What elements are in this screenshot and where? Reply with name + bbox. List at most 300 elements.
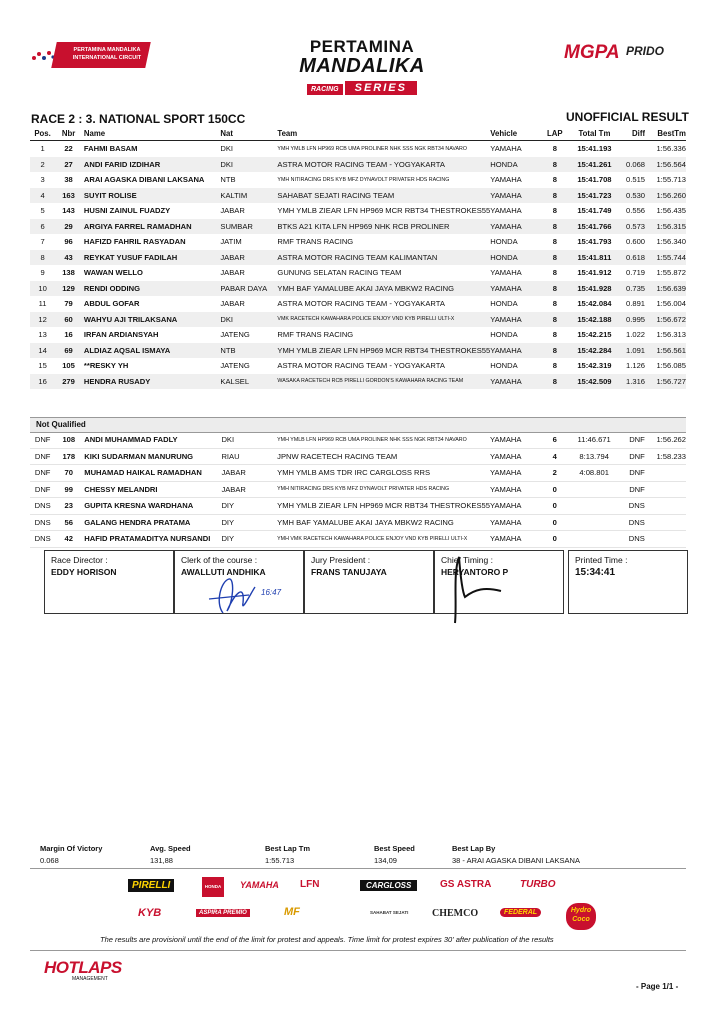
table-row	[30, 358, 686, 374]
cell-nat: KALTIM	[220, 190, 248, 200]
cell-best: 1:56.260	[656, 190, 686, 200]
page-number: - Page 1/1 -	[636, 982, 679, 991]
cell-nat: JABAR	[221, 484, 246, 494]
not-qualified-label: Not Qualified	[36, 420, 86, 429]
cell-nbr: 96	[64, 237, 73, 247]
disclaimer-divider	[30, 950, 686, 951]
cell-diff: DNF	[629, 451, 645, 461]
cell-nbr: 163	[62, 190, 75, 200]
table-row	[30, 374, 686, 390]
cell-diff: DNS	[628, 517, 645, 527]
cell-vehicle: YAMAHA	[490, 268, 522, 278]
cell-lap: 0	[552, 534, 557, 544]
cell-vehicle: YAMAHA	[489, 534, 522, 544]
cell-best	[645, 531, 686, 548]
cell-name: CHESSY MELANDRI	[84, 484, 158, 494]
cell-nat: JATIM	[220, 237, 242, 247]
cell-pos: 9	[40, 268, 45, 278]
col-nat: Nat	[220, 128, 233, 138]
sponsor-pirelli: PIRELLI	[128, 879, 174, 892]
cell-name: HUSNI ZAINUL FUADZY	[83, 206, 171, 216]
cell-nbr: 29	[64, 221, 73, 231]
table-row	[30, 498, 686, 515]
cell-nat: DKI	[220, 314, 234, 324]
cell-best: 1:58.233	[656, 451, 686, 461]
sponsor-chemco: CHEMCO	[432, 908, 479, 919]
logo-line1: PERTAMINA	[309, 37, 415, 56]
cell-name: ANDI MUHAMMAD FADLY	[84, 435, 178, 445]
cell-best: 1:56.564	[656, 159, 686, 169]
cell-lap: 8	[552, 159, 557, 169]
cell-vehicle: YAMAHA	[490, 376, 522, 386]
cell-nbr: 99	[64, 484, 73, 494]
cell-pos: 11	[38, 299, 47, 309]
sponsor-cargloss: CARGLOSS	[360, 880, 417, 891]
cell-total: 15:41.766	[577, 221, 612, 231]
cell-pos: 2	[40, 159, 45, 169]
cell-nat: JABAR	[221, 468, 246, 478]
best-lap-time: Best Lap Tm 1:55.713	[265, 844, 311, 865]
cell-team: YMH VMK RACETECH KAWAHARA POLICE ENJOY VND KYB PIRELLI ULTI-X	[277, 535, 468, 542]
cell-diff: DNF	[629, 468, 645, 478]
table-row	[30, 234, 686, 250]
prido-logo: PRIDO	[626, 44, 665, 58]
cell-nat: DKI	[220, 144, 234, 154]
cell-vehicle: HONDA	[490, 330, 518, 340]
cell-name: ABDUL GOFAR	[83, 299, 140, 309]
cell-nat: DIY	[221, 501, 235, 511]
table-row	[30, 265, 686, 281]
cell-pos: 5	[40, 206, 45, 216]
col-total: Total Tm	[578, 128, 611, 138]
best-speed: Best Speed 134,09	[374, 844, 415, 865]
cell-nat: KALSEL	[220, 376, 250, 386]
cell-total: 15:41.708	[577, 175, 612, 185]
cell-team: VMK RACETECH KAWAHARA POLICE ENJOY VND KYB PIRELLI ULTI-X	[277, 316, 455, 323]
jury-president-box	[304, 550, 434, 614]
cell-diff: 0.719	[626, 268, 646, 278]
cell-best: 1:55.744	[656, 252, 686, 262]
cell-pos: 15	[38, 361, 47, 371]
cell-total: 15:42.084	[577, 299, 612, 309]
cell-lap: 8	[552, 206, 557, 216]
cell-pos: DNF	[34, 435, 51, 445]
margin-of-victory: Margin Of Victory 0.068	[40, 844, 103, 865]
clerk-name: AWALLUTI ANDHIKA	[181, 567, 266, 577]
col-vehicle: Vehicle	[490, 128, 518, 138]
cell-best: 1:56.672	[656, 314, 686, 324]
cell-total: 15:42.319	[577, 361, 612, 371]
cell-team: YMH BAF YAMALUBE AKAI JAYA MBKW2 RACING	[277, 517, 454, 527]
cell-diff: 1.091	[626, 345, 646, 355]
cell-best: 1:56.727	[656, 376, 686, 386]
cell-diff: 1.316	[626, 376, 646, 386]
cell-diff: 0.618	[626, 252, 646, 262]
cell-nat: JATENG	[220, 361, 250, 371]
cell-lap: 8	[552, 299, 557, 309]
cell-vehicle: YAMAHA	[490, 190, 522, 200]
cell-diff: DNF	[629, 435, 645, 445]
cell-nbr: 108	[62, 435, 76, 445]
cell-vehicle: YAMAHA	[490, 314, 522, 324]
cell-lap: 8	[552, 361, 557, 371]
cell-name: GALANG HENDRA PRATAMA	[84, 517, 191, 527]
cell-lap: 8	[552, 237, 557, 247]
cell-lap: 8	[552, 252, 557, 262]
cell-name: ARGIYA FARREL RAMADHAN	[83, 221, 192, 231]
cell-lap: 8	[552, 144, 557, 154]
cell-best	[645, 498, 686, 515]
cell-name: MUHAMAD HAIKAL RAMADHAN	[84, 468, 202, 478]
table-row	[30, 327, 686, 343]
cell-nat: JABAR	[220, 206, 245, 216]
cell-lap: 0	[552, 517, 557, 527]
cell-vehicle: YAMAHA	[489, 501, 522, 511]
cell-name: FAHMI BASAM	[83, 144, 138, 154]
col-nbr: Nbr	[61, 128, 76, 138]
table-row	[30, 432, 686, 448]
cell-pos: 12	[38, 314, 47, 324]
chief-timing-name: HERYANTORO P	[441, 567, 509, 577]
cell-diff: 0.530	[626, 190, 646, 200]
cell-diff: 0.515	[626, 175, 646, 185]
disclaimer-text: The results are provisionil until the end of the limit for protest and appeals. Time limit for protest expires 30' after publication of the results	[100, 935, 554, 944]
left-logo-text: PERTAMINA MANDALIKA INTERNATIONAL CIRCUIT	[72, 47, 142, 61]
table-row	[30, 465, 686, 482]
cell-lap: 8	[552, 376, 557, 386]
sponsor-federal: FEDERAL	[500, 908, 541, 917]
cell-pos: 1	[40, 144, 45, 154]
cell-diff: 0.735	[626, 283, 646, 293]
cell-nat: SUMBAR	[220, 221, 253, 231]
cell-best: 1:56.561	[656, 345, 686, 355]
cell-total	[569, 498, 620, 515]
cell-nbr: 16	[64, 330, 73, 340]
cell-nbr: 22	[64, 144, 73, 154]
chief-timing-label: Chief Timing :	[441, 555, 493, 565]
cell-pos: 3	[40, 175, 45, 185]
cell-vehicle: YAMAHA	[490, 283, 522, 293]
cell-nbr: 178	[62, 451, 76, 461]
cell-nbr: 38	[64, 175, 73, 185]
cell-lap: 0	[552, 501, 557, 511]
cell-best: 1:56.262	[656, 435, 686, 445]
cell-pos: 4	[40, 190, 45, 200]
not-qualified-table	[30, 432, 686, 548]
cell-total: 15:42.284	[577, 345, 612, 355]
cell-pos: 13	[38, 330, 47, 340]
cell-name: SUYIT ROLISE	[83, 190, 137, 200]
cell-nat: DIY	[221, 534, 235, 544]
sponsor-hydro-coco: Hydro Coco	[566, 903, 596, 930]
race-director-label: Race Director :	[51, 555, 108, 565]
cell-nat: PABAR DAYA	[220, 283, 268, 293]
cell-team: YMH YMLB LFN HP969 RCB UMA PROLINER NHK SSS NGK RBT34 NAVARO	[277, 145, 467, 152]
cell-nbr: 70	[64, 468, 73, 478]
cell-nbr: 69	[64, 345, 73, 355]
cell-total: 15:42.509	[577, 376, 612, 386]
cell-nbr: 143	[62, 206, 75, 216]
col-best: BestTm	[657, 128, 686, 138]
table-row	[30, 531, 686, 548]
cell-nbr: 23	[64, 501, 73, 511]
cell-team: WASAKA RACETECH RCB PIRELLI GORDON'S KAWAHARA RACING TEAM	[277, 378, 464, 385]
cell-name: ARAI AGASKA DIBANI LAKSANA	[83, 175, 205, 185]
best-lap-by: Best Lap By 38 - ARAI AGASKA DIBANI LAKSANA	[452, 844, 580, 865]
results-header-row	[30, 126, 686, 141]
table-row	[30, 219, 686, 235]
result-status: UNOFFICIAL RESULT	[566, 110, 689, 124]
cell-total: 15:42.188	[577, 314, 612, 324]
cell-total: 15:41.928	[577, 283, 612, 293]
cell-vehicle: YAMAHA	[490, 206, 522, 216]
cell-best: 1:56.313	[656, 330, 686, 340]
cell-team: YMH YMLB LFN HP969 RCB UMA PROLINER NHK SSS NGK RBT34 NAVARO	[277, 436, 467, 443]
sponsor-gs-astra: GS ASTRA	[440, 879, 492, 890]
cell-lap: 8	[552, 268, 557, 278]
table-row	[30, 296, 686, 312]
race-director-name: EDDY HORISON	[51, 567, 117, 577]
sponsor-yamaha: YAMAHA	[240, 880, 279, 890]
cell-total	[569, 531, 620, 548]
printed-time-value: 15:34:41	[575, 567, 616, 578]
cell-pos: 10	[38, 283, 47, 293]
cell-total: 15:41.811	[577, 252, 612, 262]
cell-nat: JABAR	[220, 268, 245, 278]
logo-racing: RACING	[307, 84, 343, 95]
cell-diff: 0.891	[626, 299, 646, 309]
cell-diff: DNS	[628, 501, 645, 511]
cell-team: ASTRA MOTOR RACING TEAM KALIMANTAN	[277, 252, 438, 262]
table-row	[30, 343, 686, 359]
cell-name: ALDIAZ AQSAL ISMAYA	[83, 345, 171, 355]
cell-pos: 14	[38, 345, 47, 355]
cell-pos: 6	[40, 221, 45, 231]
pertamina-mandalika-series-logo	[262, 38, 462, 96]
cell-team: RMF TRANS RACING	[277, 330, 354, 340]
cell-team: YMH BAF YAMALUBE AKAI JAYA MBKW2 RACING	[277, 283, 455, 293]
cell-diff	[620, 141, 645, 157]
cell-team: YMH YMLB ZIEAR LFN HP969 MCR RBT34 THESTROKES55	[277, 206, 491, 216]
sponsor-honda: HONDA	[202, 877, 224, 897]
cell-total: 11:46.671	[577, 435, 611, 445]
sponsor-aspira: ASPIRA PREMIO	[196, 909, 250, 917]
cell-name: **RESKY YH	[83, 361, 129, 371]
cell-pos: DNS	[34, 501, 51, 511]
cell-vehicle: YAMAHA	[489, 451, 522, 461]
cell-total	[569, 481, 620, 498]
cell-pos: DNF	[34, 451, 51, 461]
cell-best: 1:56.085	[656, 361, 686, 371]
cell-total: 15:41.749	[577, 206, 612, 216]
cell-diff: 0.068	[626, 159, 646, 169]
cell-name: HAFID PRATAMADITYA NURSANDI	[84, 534, 211, 544]
cell-name: REYKAT YUSUF FADILAH	[83, 252, 178, 262]
sponsor-sahabat: SAHABAT SEJATI	[370, 910, 409, 915]
cell-best: 1:56.336	[656, 144, 686, 154]
table-row	[30, 172, 686, 188]
cell-nat: NTB	[220, 175, 236, 185]
table-row	[30, 281, 686, 297]
col-lap: LAP	[547, 128, 563, 138]
cell-total: 15:41.193	[577, 144, 612, 154]
cell-diff: 0.556	[626, 206, 646, 216]
col-pos: Pos.	[34, 128, 51, 138]
cell-best: 1:56.340	[656, 237, 686, 247]
cell-name: ANDI FARID IZDIHAR	[83, 159, 161, 169]
hotlaps-logo: HOTLAPS MANAGEMENT	[44, 958, 122, 982]
cell-best: 1:55.713	[656, 175, 686, 185]
cell-diff: 1.126	[626, 361, 646, 371]
cell-team: YMH YMLB AMS TDR IRC CARGLOSS RRS	[277, 468, 431, 478]
cell-vehicle: YAMAHA	[490, 221, 522, 231]
cell-lap: 8	[552, 221, 557, 231]
cell-total: 15:41.261	[577, 159, 612, 169]
cell-team: JPNW RACETECH RACING TEAM	[277, 451, 398, 461]
cell-pos: DNF	[34, 484, 51, 494]
cell-diff: DNF	[629, 484, 645, 494]
cell-nbr: 79	[64, 299, 73, 309]
cell-vehicle: YAMAHA	[489, 517, 522, 527]
cell-total: 8:13.794	[579, 451, 609, 461]
sponsor-lfn: LFN	[300, 879, 320, 890]
cell-diff: 0.600	[626, 237, 646, 247]
cell-diff: 0.995	[626, 314, 646, 324]
mgpa-prido-logos	[560, 42, 690, 68]
cell-total: 4:08.801	[579, 468, 609, 478]
table-row	[30, 141, 686, 157]
cell-lap: 0	[552, 484, 557, 494]
cell-vehicle: YAMAHA	[489, 484, 522, 494]
sponsor-turbo: TURBO	[520, 879, 556, 890]
cell-name: WAHYU AJI TRILAKSANA	[83, 314, 178, 324]
cell-vehicle: YAMAHA	[490, 345, 522, 355]
cell-vehicle: YAMAHA	[490, 144, 522, 154]
cell-team: BTKS A21 KITA LFN HP969 NHK RCB PROLINER	[277, 221, 450, 231]
cell-total: 15:42.215	[577, 330, 612, 340]
race-title: RACE 2 : 3. NATIONAL SPORT 150CC	[31, 112, 246, 126]
cell-name: KIKI SUDARMAN MANURUNG	[84, 451, 194, 461]
cell-nat: DIY	[221, 517, 235, 527]
cell-vehicle: HONDA	[490, 159, 518, 169]
cell-vehicle: YAMAHA	[489, 468, 522, 478]
cell-total: 15:41.912	[577, 268, 612, 278]
cell-pos: 8	[40, 252, 45, 262]
cell-team: YMH YMLB ZIEAR LFN HP969 MCR RBT34 THESTROKES55	[277, 345, 491, 355]
cell-lap: 8	[552, 175, 557, 185]
cell-vehicle: YAMAHA	[490, 175, 522, 185]
table-row	[30, 481, 686, 498]
cell-nbr: 105	[62, 361, 75, 371]
cell-nat: JABAR	[220, 299, 245, 309]
cell-best: 1:55.872	[656, 268, 686, 278]
chief-timing-signature-icon	[445, 553, 515, 625]
cell-vehicle: HONDA	[490, 252, 518, 262]
cell-pos: DNS	[34, 534, 51, 544]
table-row	[30, 157, 686, 173]
cell-total	[569, 514, 620, 531]
cell-diff: 1.022	[626, 330, 646, 340]
cell-vehicle: HONDA	[490, 237, 518, 247]
cell-name: HAFIZD FAHRIL RASYADAN	[83, 237, 186, 247]
table-row	[30, 203, 686, 219]
cell-nat: DKI	[221, 435, 235, 445]
cell-nat: RIAU	[221, 451, 240, 461]
sponsor-mf: MF	[284, 906, 300, 918]
cell-total: 15:41.793	[577, 237, 612, 247]
clerk-box	[174, 550, 304, 614]
jury-name: FRANS TANUJAYA	[311, 567, 387, 577]
chief-timing-box	[434, 550, 564, 614]
table-row	[30, 188, 686, 204]
jury-label: Jury President :	[311, 555, 371, 565]
logo-line2: MANDALIKA	[299, 55, 425, 77]
cell-name: RENDI ODDING	[83, 283, 141, 293]
sponsor-kyb: KYB	[138, 907, 162, 919]
cell-lap: 8	[552, 314, 557, 324]
cell-team: ASTRA MOTOR RACING TEAM - YOGYAKARTA	[277, 361, 445, 371]
printed-time-label: Printed Time :	[575, 555, 628, 565]
cell-best	[645, 465, 686, 482]
cell-vehicle: HONDA	[490, 299, 518, 309]
race-director-box	[44, 550, 174, 614]
col-diff: Diff	[632, 128, 646, 138]
printed-time-box	[568, 550, 688, 614]
mandalika-circuit-logo	[30, 42, 150, 70]
cell-nat: DKI	[220, 159, 234, 169]
cell-lap: 8	[552, 283, 557, 293]
table-row	[30, 250, 686, 266]
cell-diff: 0.573	[626, 221, 646, 231]
table-row	[30, 514, 686, 531]
cell-best: 1:56.315	[656, 221, 686, 231]
cell-team: ASTRA MOTOR RACING TEAM - YOGYAKARTA	[277, 159, 445, 169]
cell-lap: 8	[552, 330, 557, 340]
cell-name: HENDRA RUSADY	[83, 376, 151, 386]
cell-name: IRFAN ARDIANSYAH	[83, 330, 159, 340]
cell-best	[645, 481, 686, 498]
table-row	[30, 312, 686, 328]
cell-lap: 8	[552, 190, 557, 200]
cell-lap: 8	[552, 345, 557, 355]
cell-team: ASTRA MOTOR RACING TEAM - YOGYAKARTA	[277, 299, 445, 309]
not-qualified-bar	[30, 417, 686, 433]
cell-nbr: 42	[64, 534, 73, 544]
cell-team: YMH YMLB ZIEAR LFN HP969 MCR RBT34 THESTROKES55	[277, 501, 490, 511]
cell-pos: DNS	[34, 517, 51, 527]
cell-nbr: 27	[64, 159, 73, 169]
cell-nbr: 129	[62, 283, 75, 293]
cell-team: GUNUNG SELATAN RACING TEAM	[277, 268, 402, 278]
table-row	[30, 448, 686, 465]
clerk-label: Clerk of the course :	[181, 555, 258, 565]
col-team: Team	[277, 128, 298, 138]
cell-pos: 7	[40, 237, 45, 247]
cell-pos: 16	[38, 376, 47, 386]
cell-diff: DNS	[628, 534, 645, 544]
cell-team: RMF TRANS RACING	[277, 237, 354, 247]
cell-nbr: 279	[62, 376, 75, 386]
cell-nbr: 138	[62, 268, 75, 278]
cell-vehicle: YAMAHA	[489, 435, 522, 445]
cell-nat: JATENG	[220, 330, 250, 340]
cell-vehicle: HONDA	[490, 361, 518, 371]
col-name: Name	[83, 128, 106, 138]
cell-best: 1:56.639	[656, 283, 686, 293]
cell-nat: JABAR	[220, 252, 245, 262]
cell-name: GUPITA KRESNA WARDHANA	[84, 501, 194, 511]
cell-total: 15:41.723	[577, 190, 612, 200]
